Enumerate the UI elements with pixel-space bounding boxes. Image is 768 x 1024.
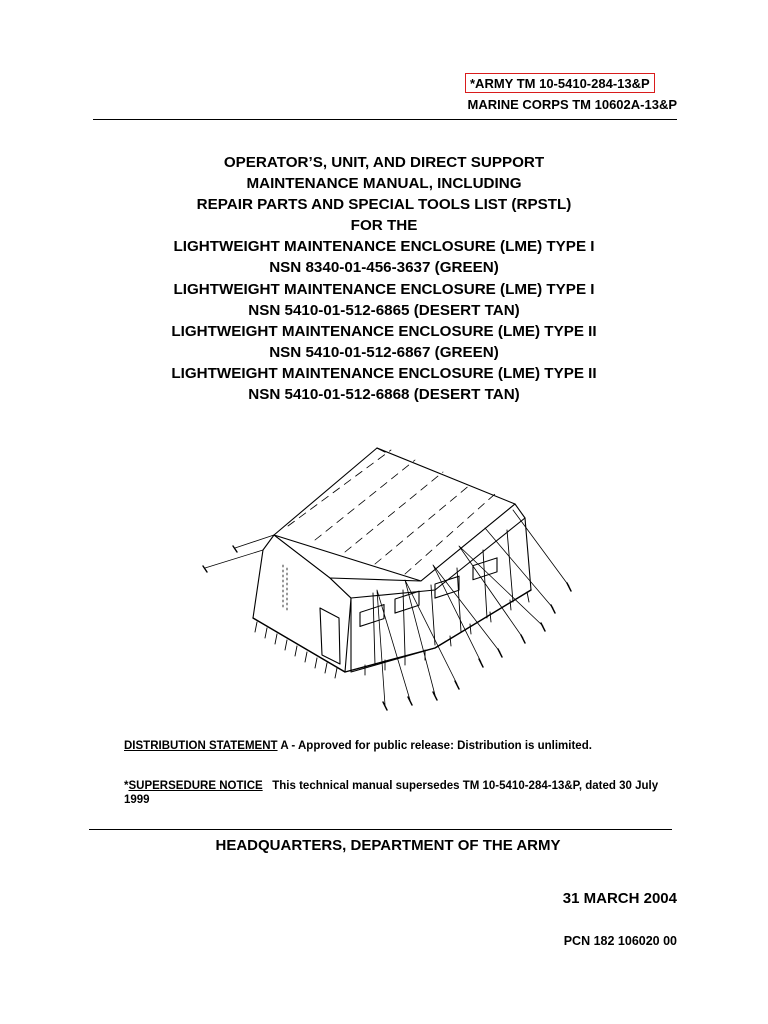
header-divider (93, 119, 677, 120)
title-line: MAINTENANCE MANUAL, INCLUDING (246, 175, 522, 193)
footer-divider (89, 829, 672, 830)
enclosure-tent-illustration (195, 440, 595, 720)
pcn-number: PCN 182 106020 00 (563, 934, 677, 948)
title-line: OPERATOR’S, UNIT, AND DIRECT SUPPORT (223, 154, 545, 171)
title-line: NSN 5410-01-512-6867 (GREEN) (269, 343, 499, 361)
title-line: NSN 5410-01-512-6865 (DESERT TAN) (248, 301, 520, 319)
supersedure-asterisk: * (124, 780, 129, 792)
distribution-statement-text: A - Approved for public release: Distribution is unlimited. (277, 740, 592, 752)
title-line: LIGHTWEIGHT MAINTENANCE ENCLOSURE (LME) TYPE I (173, 238, 595, 256)
supersedure-notice-label: SUPERSEDURE NOTICE (128, 780, 263, 792)
headquarters-heading: HEADQUARTERS, DEPARTMENT OF THE ARMY (215, 837, 561, 854)
title-line: REPAIR PARTS AND SPECIAL TOOLS LIST (RPSTL) (196, 196, 572, 214)
supersedure-notice (124, 779, 684, 807)
title-line: NSN 8340-01-456-3637 (GREEN) (269, 259, 499, 277)
title-line: NSN 5410-01-512-6868 (DESERT TAN) (248, 386, 520, 404)
title-line: LIGHTWEIGHT MAINTENANCE ENCLOSURE (LME) TYPE I (173, 280, 595, 298)
publication-date: 31 MARCH 2004 (562, 890, 677, 907)
title-line: FOR THE (350, 217, 418, 235)
army-tm-number: *ARMY TM 10-5410-284-13&P (465, 73, 655, 93)
distribution-statement-label: DISTRIBUTION STATEMENT (124, 740, 278, 752)
title-line: LIGHTWEIGHT MAINTENANCE ENCLOSURE (LME) TYPE II (171, 364, 597, 382)
title-line: LIGHTWEIGHT MAINTENANCE ENCLOSURE (LME) TYPE II (171, 322, 597, 340)
manual-title-block (0, 152, 768, 405)
marine-corps-tm-number: MARINE CORPS TM 10602A-13&P (467, 97, 677, 112)
distribution-statement (124, 740, 592, 752)
supersedure-notice-text: This technical manual supersedes TM 10-5410-284-13&P, dated 30 July 1999 (124, 780, 662, 806)
